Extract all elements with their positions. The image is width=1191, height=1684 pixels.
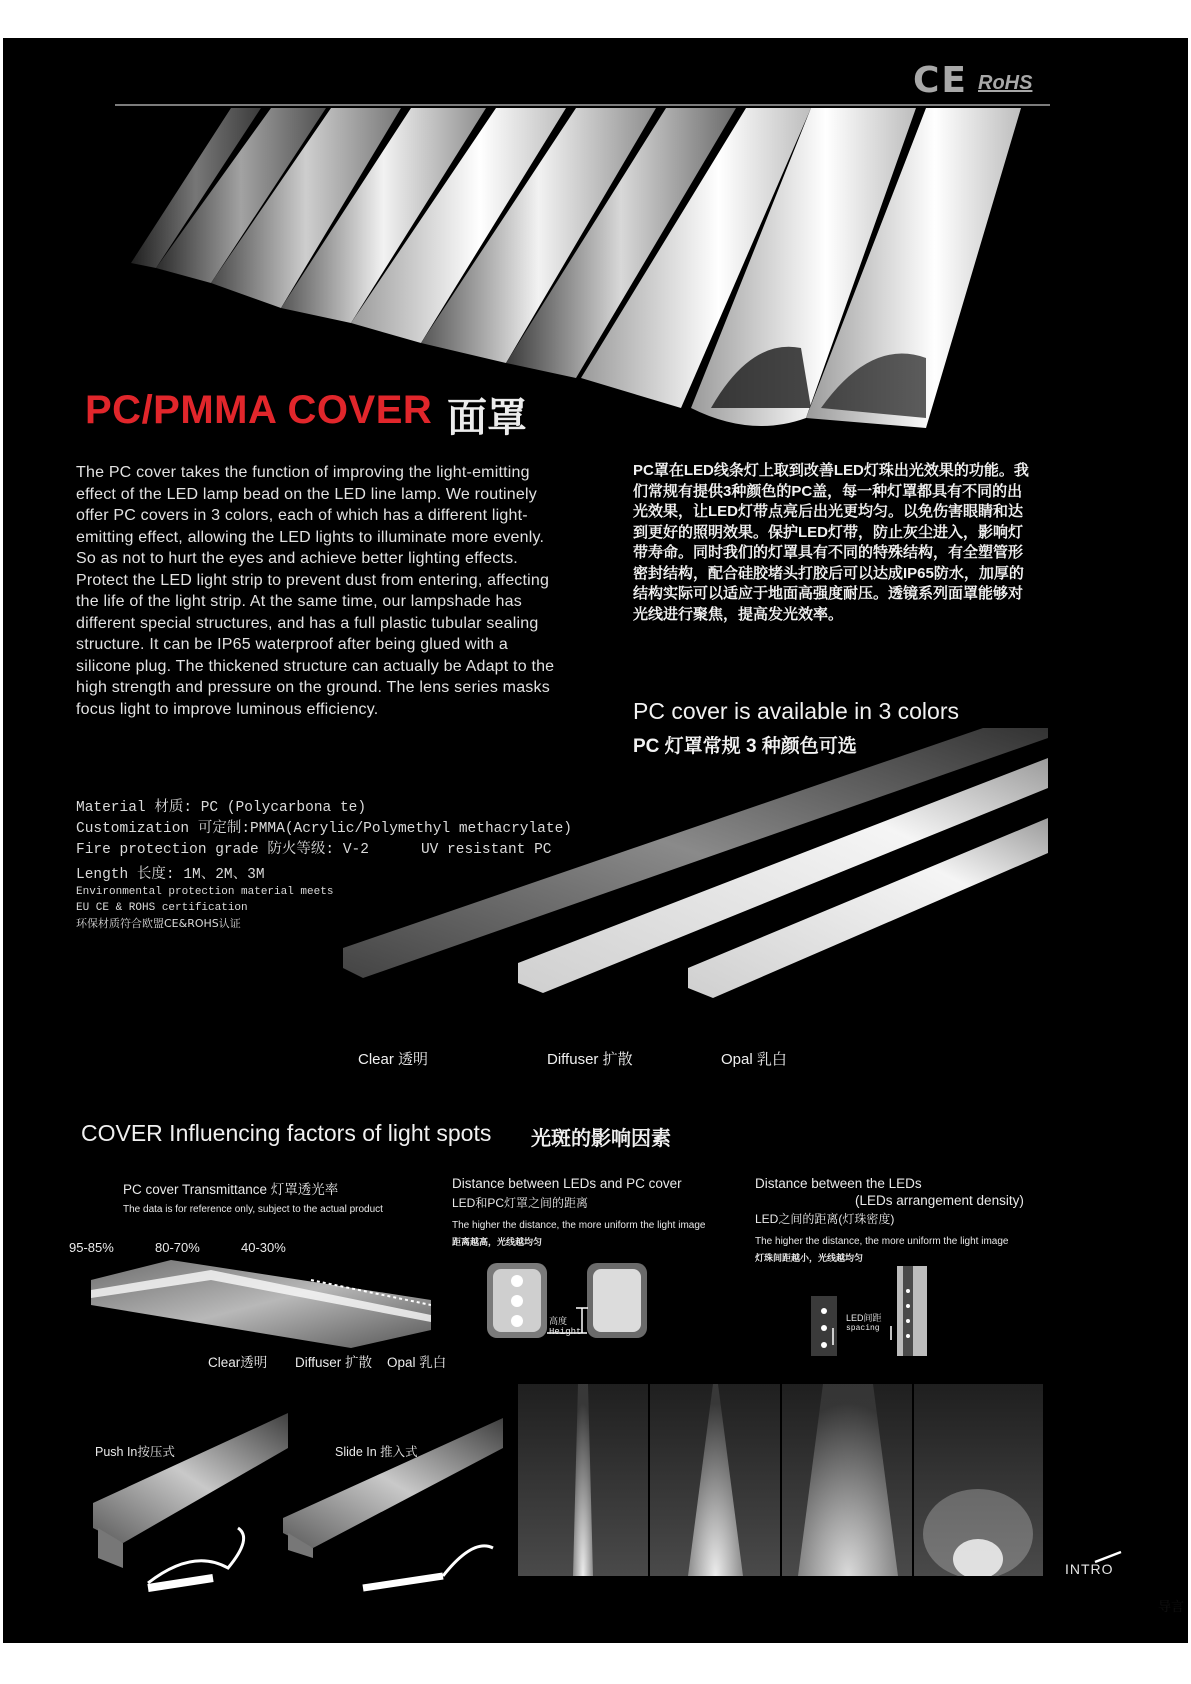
footer-intro: INTRO: [1065, 1561, 1114, 1577]
distance-leds-title-cn: LED之间的距离(灯珠密度): [755, 1212, 895, 1226]
transmittance-note: The data is for reference only, subject to the actual product: [123, 1204, 383, 1215]
spec-fire: [76, 840, 572, 861]
distance-leds-note-cn: 灯珠间距越小，光线越均匀: [755, 1253, 864, 1263]
label-opal: Opal 乳白: [721, 1051, 787, 1068]
distance-cover-note: The higher the distance, the more uniform the light image: [452, 1220, 706, 1231]
transmittance-clear-pct: 95-85%: [69, 1240, 114, 1255]
spec-env-line2: EU CE & ROHS certification: [76, 902, 248, 914]
page-background: [3, 38, 1188, 1643]
transmittance-title: PC cover Transmittance 灯罩透光率: [123, 1182, 339, 1197]
distance-leds-note: The higher the distance, the more uniform the light image: [755, 1236, 1009, 1247]
spec-list: [76, 798, 572, 886]
intro-paragraph-en: The PC cover takes the function of improving the light-emitting effect of the LED lamp bead on the LED line lamp. We routinely offer PC covers in 3 colors, each of which has a different light-emitting effect, allowing the LED lights to illuminate more evenly. So as not to hurt the eyes and achieve better lighting effects. Protect the LED light strip to prevent dust from entering, affecting the life of the light strip. At the same time, our lampshade has different special structures, and has a full plastic tubular sealing structure. It can be IP65 waterproof after being glued with a silicone plug. The thickened structure can actually be Adapt to the high strength and pressure on the ground. The lens series masks focus light to improve luminous efficiency.: [76, 464, 555, 718]
colors-heading-en: PC cover is available in 3 colors: [633, 698, 959, 724]
footer-intro-cn: 导言: [1158, 1599, 1185, 1614]
ce-mark: CE: [913, 60, 969, 101]
intro-paragraph-cn: PC罩在LED线条灯上取到改善LED灯珠出光效果的功能。我们常规有提供3种颜色的PC盖，每一种灯罩都具有不同的出光效果，让LED灯带点亮后出光更均匀。以免伤害眼睛和达到更好的照明效果。保护LED灯带，防止灰尘进入，影响灯带寿命。同时我们的灯罩具有不同的特殊结构，有全塑管形密封结构，配合硅胶堵头打胶后可以达成IP65防水，加厚的结构实际可以适应于地面高强度耐压。透镜系列面罩能够对光线进行聚焦，提高发光效率。: [633, 462, 1029, 623]
spec-material: Material 材质: PC (Polycarbona te): [76, 800, 367, 816]
transmittance-diffuser-pct: 80-70%: [155, 1240, 200, 1255]
spec-environment: [76, 884, 333, 932]
transmittance-opal-pct: 40-30%: [241, 1240, 286, 1255]
height-label-en: Height: [549, 1327, 582, 1337]
footer-slash-mark: [1093, 1550, 1123, 1564]
mount-slide-in: Slide In 推入式: [335, 1445, 418, 1459]
page-title: PC/PMMA COVER: [85, 388, 433, 432]
spec-length: Length 长度: 1M、2M、3M: [76, 867, 265, 883]
transmittance-image: [91, 1260, 431, 1348]
transmittance-label-opal: Opal 乳白: [387, 1355, 447, 1370]
spacing-label-cn: LED间距: [846, 1313, 882, 1323]
label-clear: Clear 透明: [358, 1051, 429, 1068]
header-rule: [115, 104, 1050, 106]
spec-customization: Customization 可定制:PMMA(Acrylic/Polymethyl methacrylate): [76, 821, 572, 837]
mounting-image: [53, 1408, 503, 1608]
mount-push-in: Push In按压式: [95, 1445, 175, 1459]
distance-cover-title-cn: LED和PC灯罩之间的距离: [452, 1196, 589, 1210]
spec-fire-grade: Fire protection grade 防火等级: V-2: [76, 842, 369, 858]
label-diffuser: Diffuser 扩散: [547, 1051, 633, 1068]
spec-uv: UV resistant PC: [420, 842, 552, 858]
distance-leds-title2: (LEDs arrangement density): [855, 1193, 1024, 1208]
color-strips-image: [343, 728, 1048, 1058]
light-beam-images: [518, 1384, 1043, 1576]
distance-leds-title: Distance between the LEDs: [755, 1176, 922, 1191]
transmittance-label-diffuser: Diffuser 扩散: [295, 1355, 373, 1370]
rohs-mark: RoHS: [978, 72, 1033, 94]
distance-cover-title: Distance between LEDs and PC cover: [452, 1176, 682, 1191]
page-title-cn: 面罩: [447, 396, 527, 440]
factors-heading-cn: 光斑的影响因素: [531, 1128, 671, 1150]
height-label-cn: 高度: [549, 1316, 568, 1326]
transmittance-label-clear: Clear透明: [208, 1355, 268, 1370]
distance-cover-note-cn: 距离越高，光线越均匀: [452, 1237, 543, 1247]
spec-env-line3: 环保材质符合欧盟CE&ROHS认证: [76, 917, 241, 930]
spacing-label-en: spacing: [846, 1324, 880, 1333]
colors-heading-cn: PC 灯罩常规 3 种颜色可选: [633, 736, 857, 757]
factors-heading-en: COVER Influencing factors of light spots: [81, 1120, 492, 1146]
spec-env-line1: Environmental protection material meets: [76, 886, 334, 898]
